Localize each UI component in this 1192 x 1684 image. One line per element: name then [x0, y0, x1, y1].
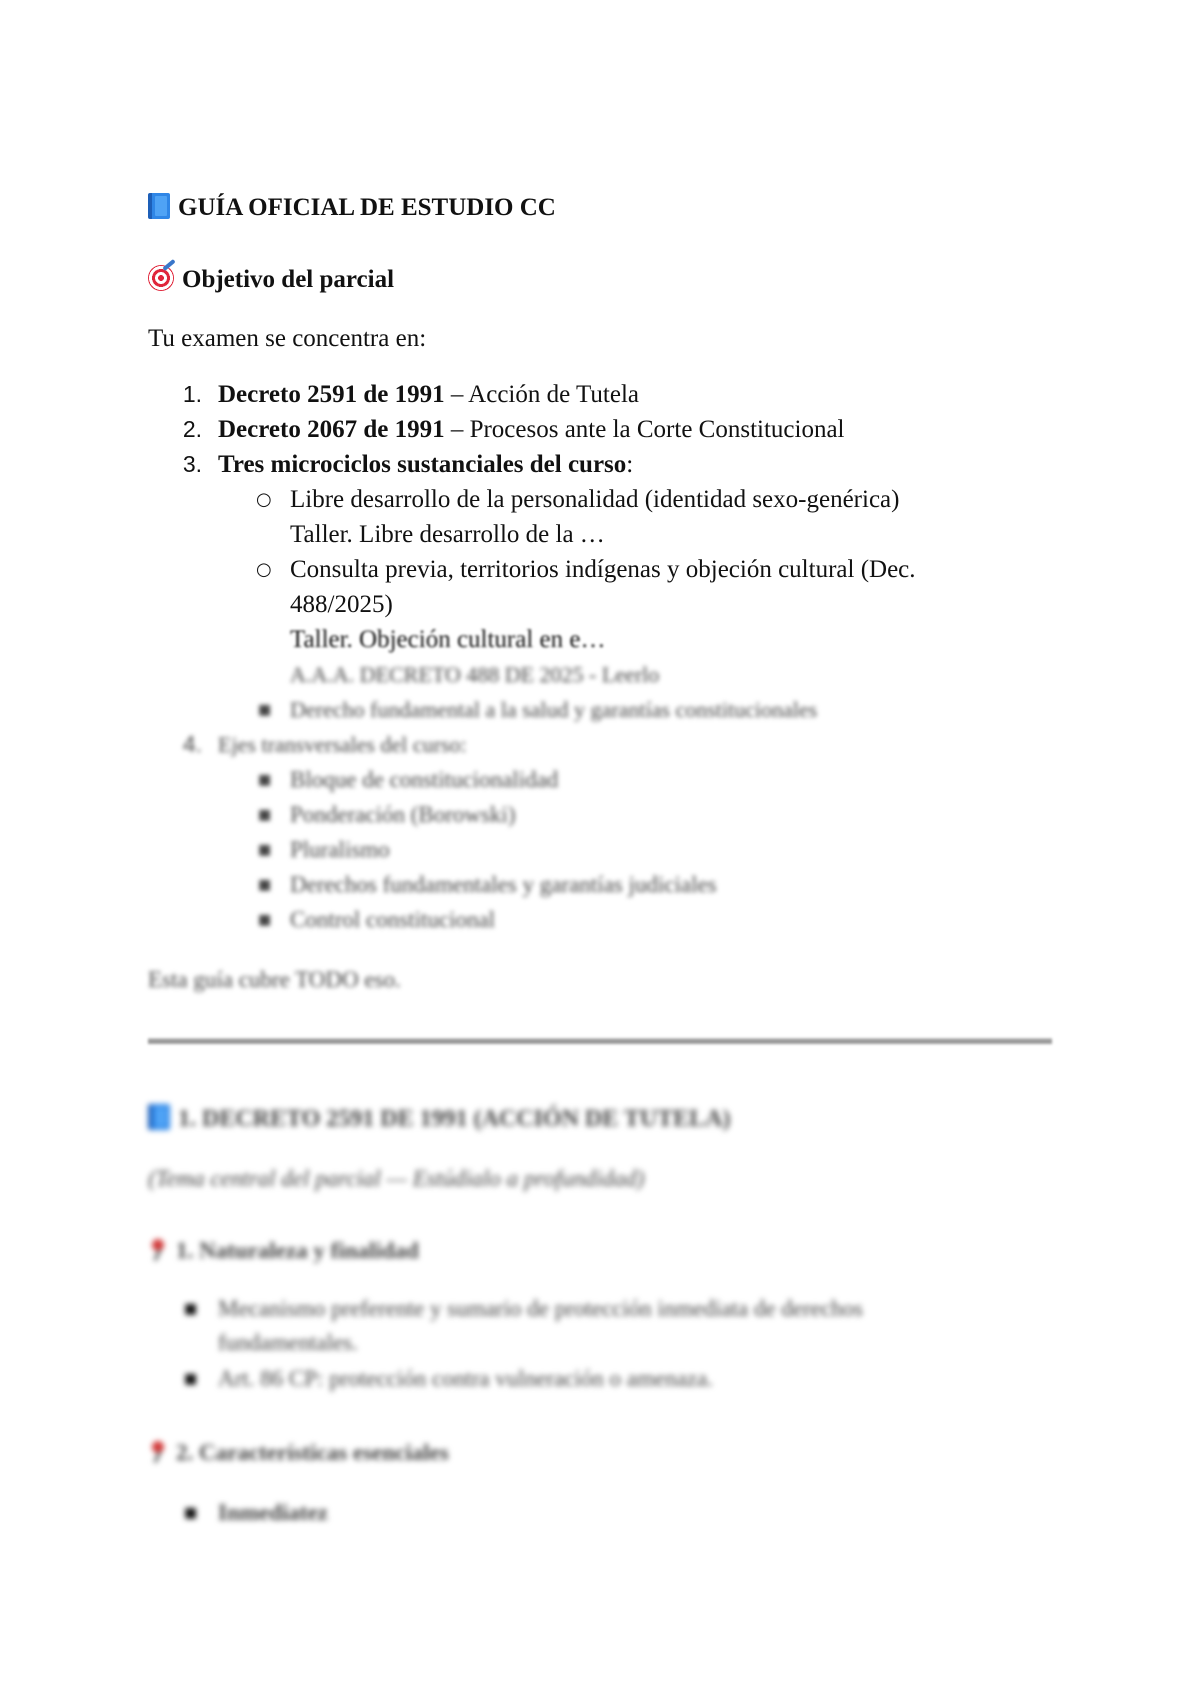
- list-item: Consulta previa, territorios indígenas y objeción cultural (Dec.: [290, 556, 916, 583]
- document-page: GUÍA OFICIAL DE ESTUDIO CC Objetivo del parcial Tu examen se concentra en: 1. Decreto 2591 de 1991 – Acción de Tutela 2. Decreto 2067 de 1991 – Procesos ante la Corte Constitucional 3. Tres microciclos sustanciales del curso: ○ Libre desarrollo de la personalidad (identidad sexo-genérica) Taller. Libre desarrollo de la … ○ Consulta previa, territorios indígenas y objeción cultural (Dec. 488/2025) Taller. Objeción cultural en e… A.A.A. DECRETO 488 DE 2025 - Leerlo ■ Derecho fundamental a la salud y garantías constitucionales 4. Ejes transversales del curso: ■ Bloque de constitucionalidad ■ Ponderación (Borowski) ■ Pluralismo ■ Derechos fundamentales y garantías judiciales ■ Control constitucional Esta guía cubre TODO eso. 1. DECRETO 2591 DE 1991 (ACCIÓN DE TUTELA) (Tema central del parcial — Estúdialo a profundidad) 1. Naturaleza y finalidad ■ Mecanismo preferente y sumario de protección inmediata de derechos fundamentales. ■ Art. 86 CP: protección contra vulneración o amenaza. 2. Características esenciales ■ Inmediatez: [0, 0, 1192, 1684]
- square-bullet-icon: ■: [258, 912, 272, 928]
- circle-bullet-icon: ○: [256, 559, 272, 580]
- guide-note: Esta guía cubre TODO eso.: [148, 967, 401, 992]
- pushpin-icon: [148, 1439, 170, 1463]
- list-item: Mecanismo preferente y sumario de protección inmediata de derechos fundamentales.: [218, 1296, 864, 1355]
- square-bullet-icon: ■: [184, 1505, 198, 1521]
- list-item-link[interactable]: Taller. Objeción cultural en e…: [290, 626, 606, 653]
- square-bullet-icon: ■: [258, 807, 272, 823]
- section-subtitle: (Tema central del parcial — Estúdialo a profundidad): [148, 1166, 645, 1191]
- list-item-text: – Acción de Tutela: [444, 381, 639, 408]
- circle-bullet-icon: ○: [256, 489, 272, 510]
- list-item-text: Ejes transversales del curso:: [218, 732, 467, 757]
- list-item: Inmediatez: [218, 1500, 328, 1525]
- list-item: Pluralismo: [290, 837, 390, 862]
- list-item: Derecho fundamental a la salud y garantías constitucionales: [290, 697, 818, 722]
- list-item-bold: Decreto 2067 de 1991: [218, 416, 445, 443]
- pushpin-icon: [148, 1237, 170, 1261]
- list-item: Libre desarrollo de la personalidad (identidad sexo-genérica): [290, 486, 900, 513]
- square-bullet-icon: ■: [258, 702, 272, 718]
- objective-heading: Objetivo del parcial: [148, 263, 394, 297]
- list-item: Derechos fundamentales y garantías judiciales: [290, 872, 717, 897]
- list-item-text: – Procesos ante la Corte Constitucional: [444, 416, 845, 443]
- document-title: GUÍA OFICIAL DE ESTUDIO CC: [148, 191, 556, 225]
- square-bullet-icon: ■: [184, 1371, 198, 1387]
- blue-book-icon: [148, 1104, 170, 1130]
- square-bullet-icon: ■: [184, 1301, 198, 1317]
- intro-text: Tu examen se concentra en:: [148, 325, 427, 352]
- square-bullet-icon: ■: [258, 877, 272, 893]
- list-item-bold: Tres microciclos sustanciales del curso: [218, 451, 627, 478]
- list-item: Ponderación (Borowski): [290, 802, 516, 827]
- list-item-text: :: [626, 451, 634, 478]
- list-item: Art. 86 CP: protección contra vulneración o amenaza.: [218, 1366, 713, 1391]
- target-icon: [148, 265, 174, 291]
- list-item-bold: Decreto 2591 de 1991: [218, 381, 445, 408]
- square-bullet-icon: ■: [258, 772, 272, 788]
- list-item: Control constitucional: [290, 907, 496, 932]
- list-item-link[interactable]: Taller. Libre desarrollo de la …: [290, 521, 605, 548]
- subsection-heading: 1. Naturaleza y finalidad: [148, 1234, 419, 1268]
- blue-book-icon: [148, 193, 170, 219]
- square-bullet-icon: ■: [258, 842, 272, 858]
- subsection-heading: 2. Características esenciales: [148, 1436, 449, 1470]
- section-heading: 1. DECRETO 2591 DE 1991 (ACCIÓN DE TUTELA): [148, 1102, 731, 1136]
- list-item-cont: 488/2025): [290, 591, 393, 618]
- horizontal-divider: [148, 1038, 1052, 1044]
- list-item: Bloque de constitucionalidad: [290, 767, 559, 792]
- list-item-link[interactable]: A.A.A. DECRETO 488 DE 2025 - Leerlo: [290, 662, 660, 687]
